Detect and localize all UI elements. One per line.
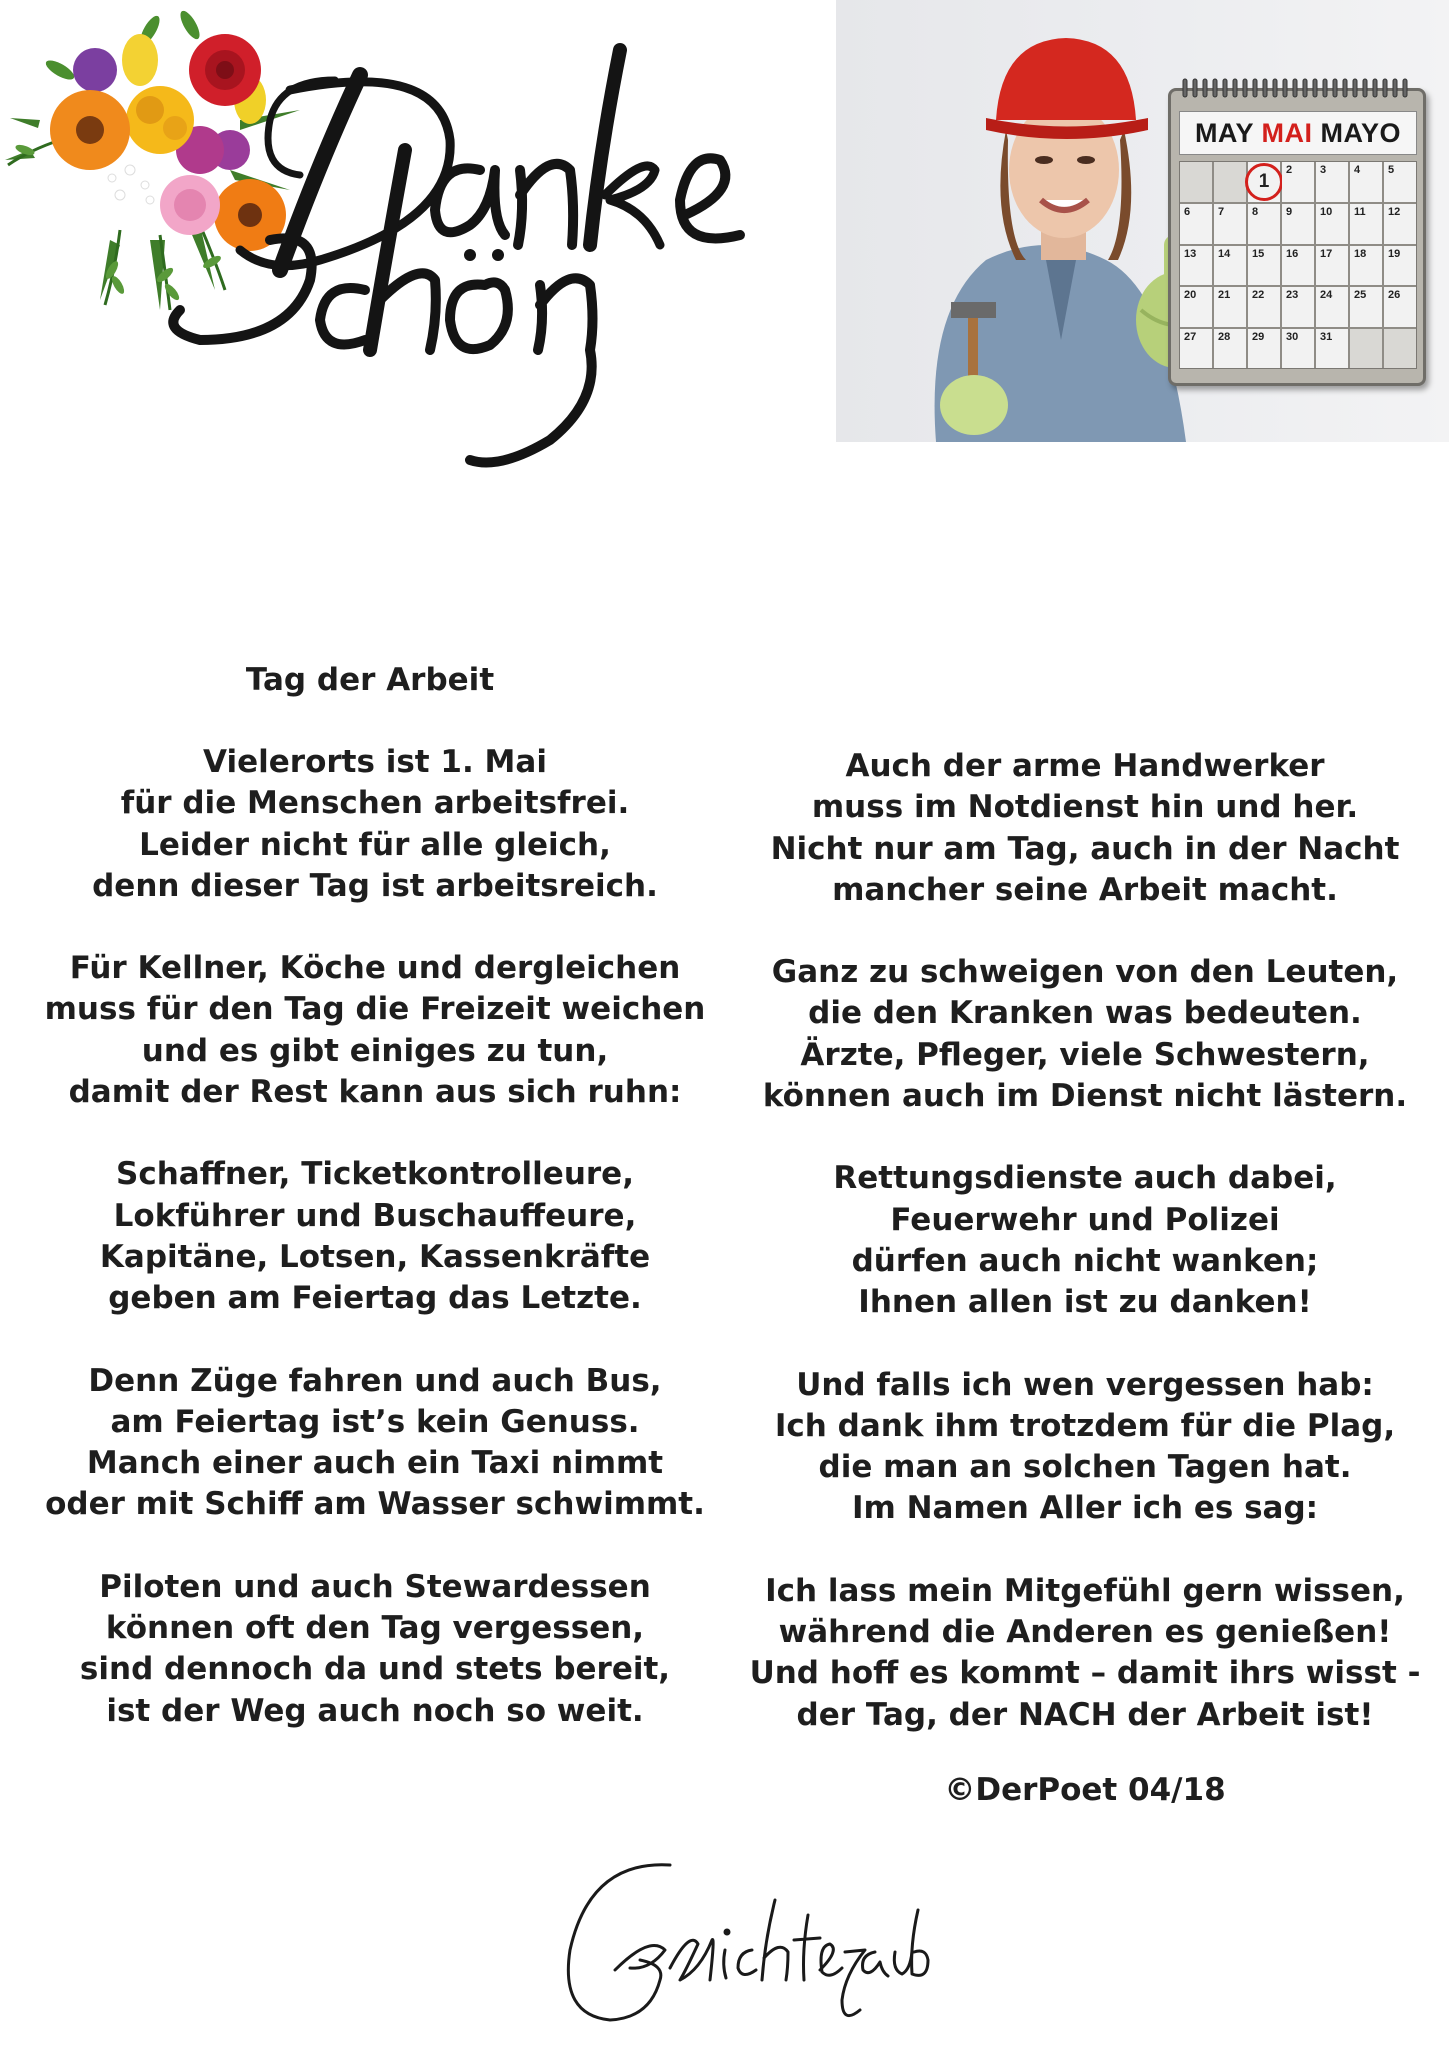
poem-line: können auch im Dienst nicht lästern. — [762, 1078, 1408, 1115]
poem-line: Ganz zu schweigen von den Leuten, — [771, 954, 1399, 991]
poem-line: die den Kranken was bedeuten. — [808, 995, 1362, 1032]
poem-line: muss für den Tag die Freizeit weichen — [44, 991, 706, 1028]
calendar-day: 22 — [1248, 287, 1280, 327]
calendar-day: 30 — [1282, 329, 1314, 369]
poem-stanza — [735, 1571, 1435, 1736]
poem-title: Tag der Arbeit — [245, 662, 495, 698]
poem-line: Denn Züge fahren und auch Bus, — [88, 1362, 662, 1399]
may-calendar — [1168, 88, 1426, 386]
poem-line: Für Kellner, Köche und dergleichen — [69, 950, 681, 987]
poem-line: und es gibt einiges zu tun, — [141, 1032, 609, 1069]
poem-stanza — [735, 1158, 1435, 1323]
poem-line: geben am Feiertag das Letzte. — [108, 1280, 642, 1317]
poem-line: denn dieser Tag ist arbeitsreich. — [92, 867, 658, 904]
poem-stanza — [25, 1567, 725, 1732]
calendar-empty-cell — [1214, 162, 1246, 202]
poem-stanza — [25, 1361, 725, 1526]
calendar-day: 19 — [1384, 246, 1416, 286]
poem-line: muss im Notdienst hin und her. — [811, 789, 1359, 826]
poem-line: Rettungsdienste auch dabei, — [833, 1160, 1337, 1197]
calendar-day: 28 — [1214, 329, 1246, 369]
poem-line: Ärzte, Pfleger, viele Schwestern, — [800, 1036, 1370, 1073]
calendar-day: 4 — [1350, 162, 1382, 202]
poem-line: am Feiertag ist’s kein Genuss. — [110, 1403, 640, 1440]
poem-line: oder mit Schiff am Wasser schwimmt. — [45, 1486, 705, 1523]
calendar-day: 5 — [1384, 162, 1416, 202]
gedichtezauber-signature — [530, 1840, 930, 2040]
calendar-day: 23 — [1282, 287, 1314, 327]
poem-line: Manch einer auch ein Taxi nimmt — [86, 1445, 664, 1482]
poem-line: Feuerwehr und Polizei — [890, 1201, 1280, 1238]
calendar-day: 14 — [1214, 246, 1246, 286]
month-english: MAY — [1194, 118, 1254, 148]
calendar-day: 3 — [1316, 162, 1348, 202]
calendar-day: 31 — [1316, 329, 1348, 369]
poem-line: Ihnen allen ist zu danken! — [858, 1284, 1312, 1321]
poem-line: dürfen auch nicht wanken; — [851, 1242, 1319, 1279]
poem-line: Im Namen Aller ich es sag: — [851, 1490, 1319, 1527]
poem-line: Nicht nur am Tag, auch in der Nacht — [770, 830, 1400, 867]
poem-right-column — [735, 746, 1435, 1777]
danke-schoen-calligraphy — [120, 20, 840, 520]
calendar-day: 27 — [1180, 329, 1212, 369]
calendar-day: 24 — [1316, 287, 1348, 327]
calendar-grid — [1179, 161, 1417, 369]
poem-left-column — [25, 742, 725, 1773]
month-spanish: MAYO — [1320, 118, 1402, 148]
calendar-empty-cell — [1180, 162, 1212, 202]
highlight-circle — [1245, 163, 1283, 201]
poem-stanza — [25, 1154, 725, 1319]
poem-line: Und hoff es kommt – damit ihrs wisst - — [749, 1655, 1421, 1692]
poem-line: Leider nicht für alle gleich, — [139, 826, 611, 863]
calendar-day: 2 — [1282, 162, 1314, 202]
poem-stanza — [735, 952, 1435, 1117]
month-german: MAI — [1261, 118, 1313, 148]
poem-line: Ich dank ihm trotzdem für die Plag, — [774, 1407, 1396, 1444]
calendar-day: 13 — [1180, 246, 1212, 286]
poem-line: Vielerorts ist 1. Mai — [203, 744, 547, 780]
calendar-day: 25 — [1350, 287, 1382, 327]
calendar-day: 20 — [1180, 287, 1212, 327]
calendar-month-header — [1179, 111, 1417, 155]
poem-stanza — [25, 948, 725, 1113]
calendar-day: 18 — [1350, 246, 1382, 286]
copyright-notice: ©DerPoet 04/18 — [944, 1772, 1226, 1808]
poem-line: während die Anderen es genießen! — [778, 1614, 1392, 1651]
poem-line: Kapitäne, Lotsen, Kassenkräfte — [99, 1238, 651, 1275]
poem-line: können oft den Tag vergessen, — [105, 1610, 645, 1647]
poem-line: Schaffner, Ticketkontrolleure, — [116, 1156, 634, 1193]
poem-line: Lokführer und Buschauffeure, — [113, 1197, 637, 1234]
calendar-empty-cell — [1350, 329, 1382, 369]
poem-line: für die Menschen arbeitsfrei. — [120, 785, 630, 822]
calendar-day: 21 — [1214, 287, 1246, 327]
poem-stanza — [735, 746, 1435, 911]
poem-line: die man an solchen Tagen hat. — [818, 1449, 1352, 1486]
poem-line: Ich lass mein Mitgefühl gern wissen, — [765, 1572, 1405, 1609]
poem-line: Und falls ich wen vergessen hab: — [796, 1366, 1374, 1403]
poem-line: sind dennoch da und stets bereit, — [79, 1651, 671, 1688]
calendar-day: 16 — [1282, 246, 1314, 286]
calendar-day: 10 — [1316, 204, 1348, 244]
calendar-day: 7 — [1214, 204, 1246, 244]
poem-line: Piloten und auch Stewardessen — [99, 1568, 651, 1605]
calendar-day: 17 — [1316, 246, 1348, 286]
poem-line: mancher seine Arbeit macht. — [832, 871, 1338, 908]
calendar-day: 8 — [1248, 204, 1280, 244]
calendar-day: 15 — [1248, 246, 1280, 286]
calendar-day: 6 — [1180, 204, 1212, 244]
poem-stanza — [735, 1365, 1435, 1530]
poem-line: Auch der arme Handwerker — [845, 748, 1325, 784]
calendar-day: 26 — [1384, 287, 1416, 327]
calendar-day: 12 — [1384, 204, 1416, 244]
calendar-day-highlighted: 1 — [1248, 162, 1280, 202]
poem-line: damit der Rest kann aus sich ruhn: — [68, 1074, 682, 1111]
poem-stanza — [25, 742, 725, 907]
calendar-rings — [1181, 77, 1413, 101]
calendar-empty-cell — [1384, 329, 1416, 369]
calendar-day: 29 — [1248, 329, 1280, 369]
calendar-day: 11 — [1350, 204, 1382, 244]
poem-line: der Tag, der NACH der Arbeit ist! — [796, 1696, 1374, 1733]
poem-line: ist der Weg auch noch so weit. — [106, 1692, 644, 1729]
calendar-day: 9 — [1282, 204, 1314, 244]
